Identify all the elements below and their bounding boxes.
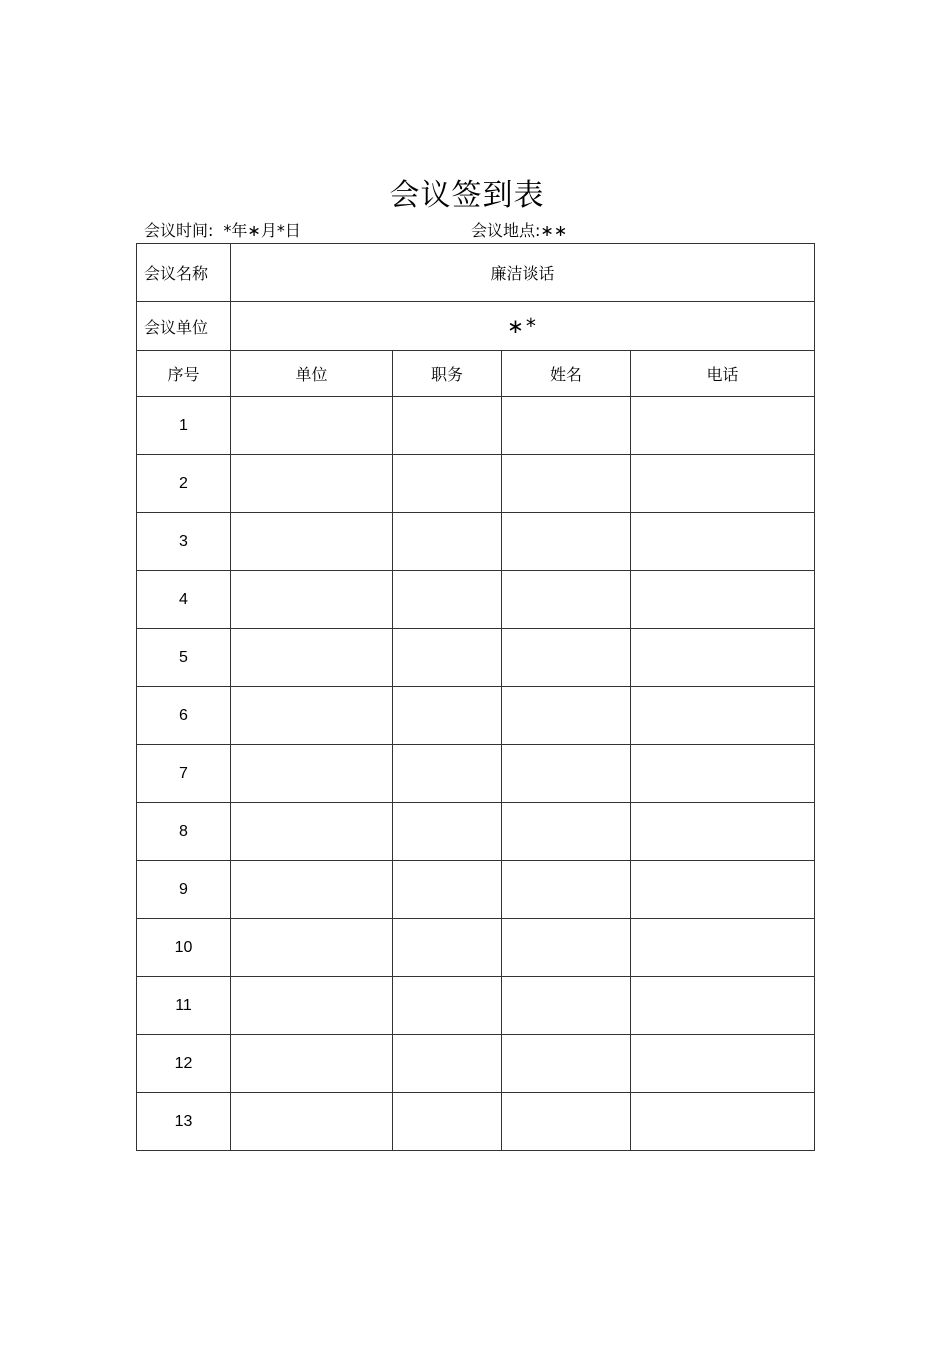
row-position-cell[interactable] [393, 919, 502, 977]
row-phone-cell[interactable] [631, 745, 815, 803]
table-row [137, 919, 815, 977]
row-seq-cell: 4 [137, 571, 231, 629]
row-seq-cell: 7 [137, 745, 231, 803]
row-phone-cell[interactable] [631, 1035, 815, 1093]
row-position-cell[interactable] [393, 745, 502, 803]
column-header-unit: 单位 [231, 351, 393, 397]
column-header-phone: 电话 [631, 351, 815, 397]
row-position-cell[interactable] [393, 629, 502, 687]
row-unit-cell[interactable] [231, 629, 393, 687]
row-phone-cell[interactable] [631, 861, 815, 919]
table-row [137, 455, 815, 513]
row-phone-cell[interactable] [631, 919, 815, 977]
row-position-cell[interactable] [393, 397, 502, 455]
row-phone-cell[interactable] [631, 687, 815, 745]
table-row [137, 629, 815, 687]
row-seq-cell: 6 [137, 687, 231, 745]
row-seq-cell: 3 [137, 513, 231, 571]
row-position-cell[interactable] [393, 803, 502, 861]
row-name-cell[interactable] [502, 977, 631, 1035]
row-seq-cell: 1 [137, 397, 231, 455]
page-title: 会议签到表 [389, 178, 545, 213]
meeting-name-row [137, 244, 815, 302]
row-position-cell[interactable] [393, 977, 502, 1035]
meeting-unit-row [137, 302, 815, 351]
row-name-cell[interactable] [502, 861, 631, 919]
table-row [137, 687, 815, 745]
row-name-cell[interactable] [502, 919, 631, 977]
row-name-cell[interactable] [502, 455, 631, 513]
sign-in-table [136, 243, 815, 1151]
meeting-unit-label: 会议单位 [137, 302, 231, 351]
column-header-name: 姓名 [502, 351, 631, 397]
meeting-time-label: 会议时间: [144, 221, 214, 240]
row-seq-cell: 10 [137, 919, 231, 977]
meeting-name-label: 会议名称 [137, 244, 231, 302]
table-row [137, 513, 815, 571]
row-phone-cell[interactable] [631, 803, 815, 861]
meeting-time-value: *年∗月*日 [223, 221, 301, 240]
row-unit-cell[interactable] [231, 571, 393, 629]
row-unit-cell[interactable] [231, 861, 393, 919]
row-seq-cell: 5 [137, 629, 231, 687]
meeting-place-label: 会议地点: [471, 221, 541, 240]
meeting-time [144, 218, 301, 241]
row-seq-cell: 8 [137, 803, 231, 861]
row-unit-cell[interactable] [231, 1093, 393, 1151]
row-phone-cell[interactable] [631, 571, 815, 629]
row-phone-cell[interactable] [631, 629, 815, 687]
row-position-cell[interactable] [393, 571, 502, 629]
row-unit-cell[interactable] [231, 803, 393, 861]
row-name-cell[interactable] [502, 571, 631, 629]
table-row [137, 977, 815, 1035]
row-name-cell[interactable] [502, 745, 631, 803]
row-unit-cell[interactable] [231, 687, 393, 745]
row-unit-cell[interactable] [231, 977, 393, 1035]
meeting-place [471, 218, 567, 241]
row-position-cell[interactable] [393, 1035, 502, 1093]
row-seq-cell: 12 [137, 1035, 231, 1093]
row-unit-cell[interactable] [231, 919, 393, 977]
row-name-cell[interactable] [502, 1035, 631, 1093]
row-name-cell[interactable] [502, 803, 631, 861]
row-seq-cell: 2 [137, 455, 231, 513]
row-position-cell[interactable] [393, 455, 502, 513]
table-row [137, 1093, 815, 1151]
column-header-seq: 序号 [137, 351, 231, 397]
table-header-row [137, 351, 815, 397]
meeting-unit-value: ∗* [231, 302, 815, 351]
row-seq-cell: 13 [137, 1093, 231, 1151]
row-phone-cell[interactable] [631, 455, 815, 513]
row-unit-cell[interactable] [231, 1035, 393, 1093]
row-unit-cell[interactable] [231, 455, 393, 513]
row-seq-cell: 11 [137, 977, 231, 1035]
row-phone-cell[interactable] [631, 397, 815, 455]
meeting-name-value: 廉洁谈话 [231, 244, 815, 302]
row-position-cell[interactable] [393, 861, 502, 919]
table-row [137, 861, 815, 919]
row-name-cell[interactable] [502, 687, 631, 745]
row-phone-cell[interactable] [631, 1093, 815, 1151]
row-phone-cell[interactable] [631, 977, 815, 1035]
row-unit-cell[interactable] [231, 745, 393, 803]
row-name-cell[interactable] [502, 1093, 631, 1151]
row-name-cell[interactable] [502, 629, 631, 687]
row-unit-cell[interactable] [231, 397, 393, 455]
row-phone-cell[interactable] [631, 513, 815, 571]
table-row [137, 803, 815, 861]
row-position-cell[interactable] [393, 513, 502, 571]
table-row [137, 1035, 815, 1093]
row-position-cell[interactable] [393, 1093, 502, 1151]
table-row [137, 397, 815, 455]
row-name-cell[interactable] [502, 397, 631, 455]
meeting-place-value: ∗∗ [540, 221, 568, 240]
row-name-cell[interactable] [502, 513, 631, 571]
table-row [137, 571, 815, 629]
row-position-cell[interactable] [393, 687, 502, 745]
table-row [137, 745, 815, 803]
column-header-position: 职务 [393, 351, 502, 397]
row-unit-cell[interactable] [231, 513, 393, 571]
row-seq-cell: 9 [137, 861, 231, 919]
